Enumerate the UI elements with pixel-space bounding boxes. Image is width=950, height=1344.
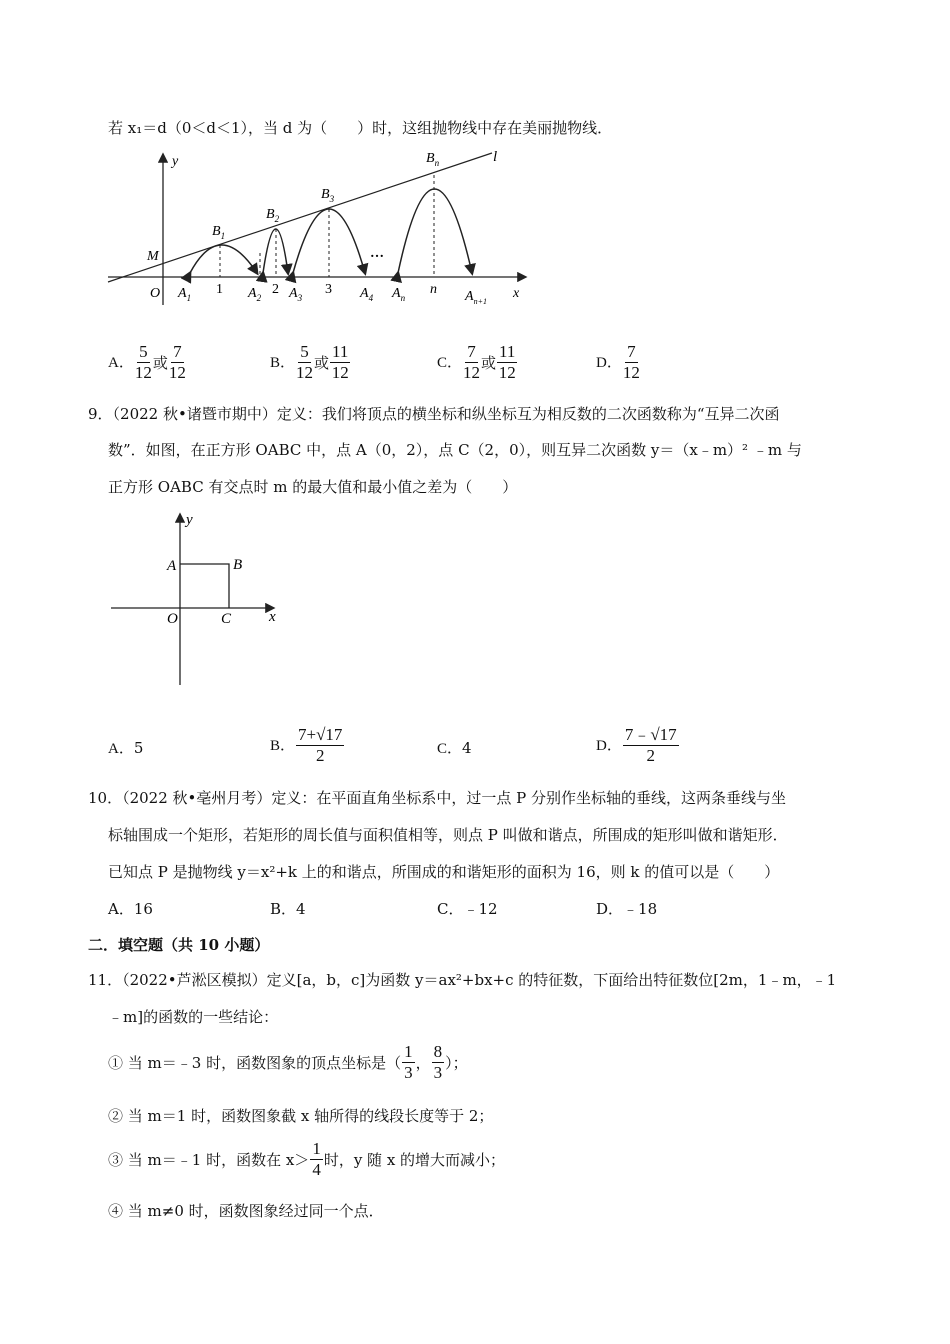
q10-line-2: 标轴围成一个矩形，若矩形的周长值与面积值相等，则点 P 叫做和谐点，所围成的矩形叫做和谐矩形． bbox=[108, 826, 788, 844]
ellipsis: … bbox=[370, 246, 384, 261]
tick-1: 1 bbox=[216, 282, 223, 297]
tick-3: 3 bbox=[325, 282, 332, 297]
label-An1: $A_{n+1}$ bbox=[465, 289, 487, 306]
q10-option-a[interactable]: A．16 bbox=[108, 900, 153, 918]
parabola-n bbox=[398, 189, 472, 273]
q10-option-d[interactable]: D．﹣18 bbox=[596, 900, 658, 918]
q11-line-1: 11．（2022•芦淞区模拟）定义[a，b，c]为函数 y＝ax²+bx+c 的特征数，下面给出特征数位[2m，1﹣m，﹣1 bbox=[88, 971, 837, 989]
q8-parabola-figure bbox=[100, 145, 540, 320]
label-Bn: $B_n$ bbox=[426, 151, 440, 168]
label-An: $A_n$ bbox=[392, 286, 406, 303]
q8-intro: 若 x₁＝d（0＜d＜1），当 d 为（ ）时，这组抛物线中存在美丽抛物线． bbox=[108, 119, 613, 137]
q10-line-1: 10．（2022 秋•亳州月考）定义：在平面直角坐标系中，过一点 P 分别作坐标轴的垂线，这两条垂线与坐 bbox=[88, 789, 787, 807]
q10-option-b[interactable]: B．4 bbox=[270, 900, 306, 918]
parabola-1 bbox=[190, 245, 257, 273]
q10-option-c[interactable]: C．﹣12 bbox=[437, 900, 498, 918]
tick-2: 2 bbox=[272, 282, 279, 297]
q9-option-a[interactable]: A．5 bbox=[108, 739, 144, 757]
label-O: O bbox=[167, 611, 178, 627]
label-x: x bbox=[513, 286, 520, 301]
q8-option-c[interactable]: C． $\frac{7}{12}$ 或 $\frac{11}{12}$ bbox=[437, 342, 516, 382]
q11-line-2: ﹣m]的函数的一些结论： bbox=[108, 1008, 279, 1026]
q11-conclusion-1: ① 当 m＝﹣3 时，函数图象的顶点坐标是（ $\frac{1}{3}$ ， $\frac{8}{3}$ ）； bbox=[108, 1042, 468, 1082]
q8-option-d[interactable]: D． $\frac{7}{12}$ bbox=[596, 342, 640, 382]
q9-square-figure bbox=[105, 505, 290, 690]
label-O: O bbox=[150, 286, 161, 301]
label-l: l bbox=[493, 149, 498, 165]
label-A: A bbox=[167, 558, 177, 574]
q11-conclusion-3: ③ 当 m＝﹣1 时，函数在 x＞ $\frac{1}{4}$ 时，y 随 x 的增大而减小； bbox=[108, 1139, 506, 1179]
label-y: y bbox=[172, 154, 179, 169]
square-oabc bbox=[180, 564, 229, 608]
label-B1: $B_1$ bbox=[212, 224, 226, 241]
q10-line-3: 已知点 P 是抛物线 y＝x²+k 上的和谐点，所围成的和谐矩形的面积为 16，则 k 的值可以是（ ） bbox=[108, 863, 780, 881]
label-B2: $B_2$ bbox=[266, 207, 280, 224]
q9-line-1: 9．（2022 秋•诸暨市期中）定义：我们将顶点的横坐标和纵坐标互为相反数的二次函数称为“互异二次函 bbox=[88, 405, 780, 423]
label-A2: $A_2$ bbox=[248, 286, 262, 303]
q9-option-d[interactable]: D． $\frac{7﹣√17}{2}$ bbox=[596, 725, 677, 765]
tick-n: n bbox=[430, 282, 437, 297]
q11-conclusion-2: ② 当 m＝1 时，函数图象截 x 轴所得的线段长度等于 2； bbox=[108, 1107, 494, 1125]
q8-option-b[interactable]: B． $\frac{5}{12}$ 或 $\frac{11}{12}$ bbox=[270, 342, 349, 382]
label-C: C bbox=[221, 611, 232, 627]
label-A4: $A_4$ bbox=[360, 286, 374, 303]
label-B3: $B_3$ bbox=[321, 187, 335, 204]
label-A1: $A_1$ bbox=[178, 286, 192, 303]
q9-option-c[interactable]: C．4 bbox=[437, 739, 472, 757]
label-A3: $A_3$ bbox=[289, 286, 303, 303]
q9-line-2: 数”．如图，在正方形 OABC 中，点 A（0，2），点 C（2，0），则互异二次函数 y＝（x﹣m）² ﹣m 与 bbox=[108, 441, 802, 459]
q9-option-b[interactable]: B． $\frac{7+√17}{2}$ bbox=[270, 725, 343, 765]
label-x: x bbox=[269, 609, 276, 625]
q9-line-3: 正方形 OABC 有交点时 m 的最大值和最小值之差为（ ） bbox=[108, 478, 518, 496]
q11-conclusion-4: ④ 当 m≠0 时，函数图象经过同一个点． bbox=[108, 1202, 384, 1220]
q8-option-a[interactable]: A． $\frac{5}{12}$ 或 $\frac{7}{12}$ bbox=[108, 342, 186, 382]
label-y: y bbox=[186, 512, 193, 528]
label-M: M bbox=[147, 249, 159, 264]
label-B: B bbox=[233, 557, 243, 573]
section-heading: 二．填空题（共 10 小题） bbox=[88, 936, 270, 954]
